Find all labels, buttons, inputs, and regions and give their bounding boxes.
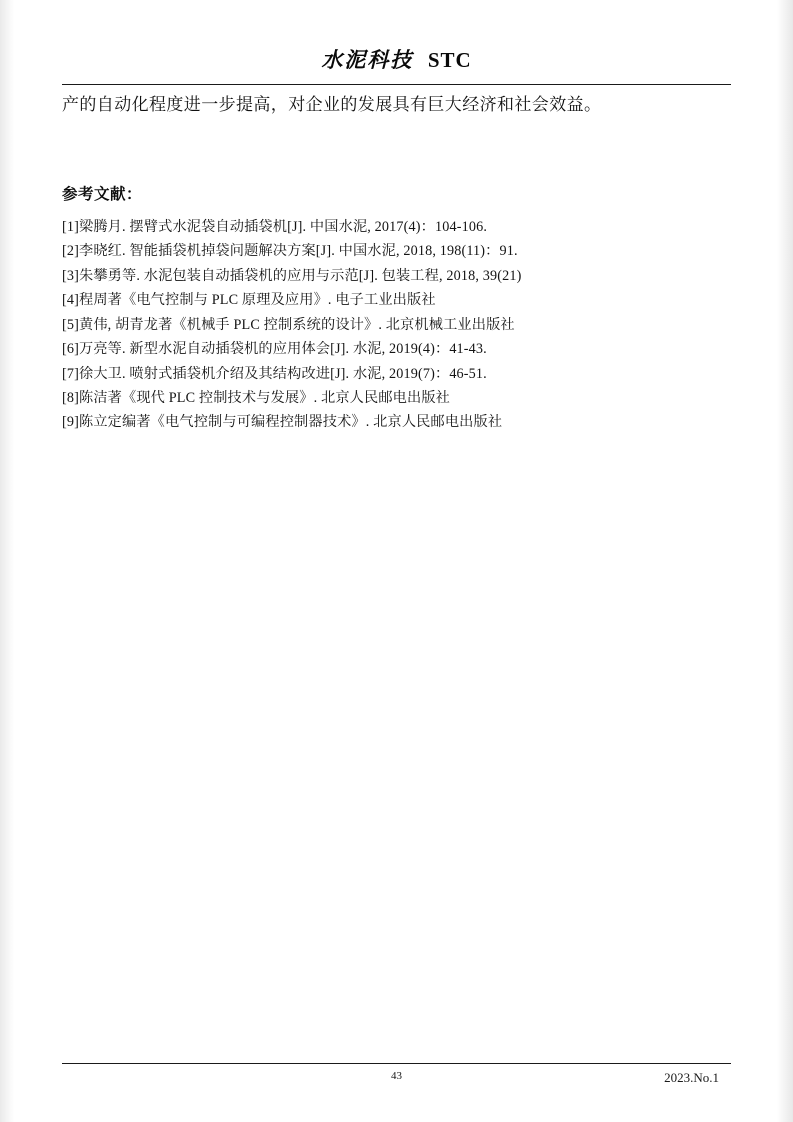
page-header [0, 44, 793, 74]
reference-item: [3]朱攀勇等. 水泥包装自动插袋机的应用与示范[J]. 包装工程, 2018, 39(21) [62, 267, 522, 284]
reference-item: [6]万亮等. 新型水泥自动插袋机的应用体会[J]. 水泥, 2019(4)：41-43. [62, 341, 487, 358]
header-divider [62, 84, 731, 85]
page-number: 43 [391, 1070, 402, 1082]
journal-title-cn: 水泥科技 [321, 48, 414, 72]
journal-title [321, 44, 471, 74]
reference-item: [7]徐大卫. 喷射式插袋机介绍及其结构改进[J]. 水泥, 2019(7)：46-51. [62, 365, 487, 382]
reference-item: [9]陈立定编著《电气控制与可编程控制器技术》. 北京人民邮电出版社 [62, 414, 503, 431]
continued-paragraph: 产的自动化程度进一步提高，对企业的发展具有巨大经济和社会效益。 [62, 95, 602, 114]
issue-label: 2023.No.1 [664, 1070, 719, 1085]
references-heading: 参考文献： [62, 186, 143, 203]
reference-item: [1]梁腾月. 摆臂式水泥袋自动插袋机[J]. 中国水泥, 2017(4)：104-106. [62, 219, 488, 235]
reference-item: [2]李晓红. 智能插袋机掉袋问题解决方案[J]. 中国水泥, 2018, 198(11)：91. [62, 243, 518, 260]
journal-title-abbr: STC [427, 48, 472, 72]
references-section [62, 182, 733, 435]
reference-item: [4]程周著《电气控制与 PLC 原理及应用》. 电子工业出版社 [62, 292, 436, 309]
reference-item: [5]黄伟, 胡青龙著《机械手 PLC 控制系统的设计》. 北京机械工业出版社 [62, 316, 515, 333]
reference-item: [8]陈洁著《现代 PLC 控制技术与发展》. 北京人民邮电出版社 [62, 389, 451, 406]
page-footer [62, 1070, 731, 1090]
footer-divider [62, 1063, 731, 1064]
